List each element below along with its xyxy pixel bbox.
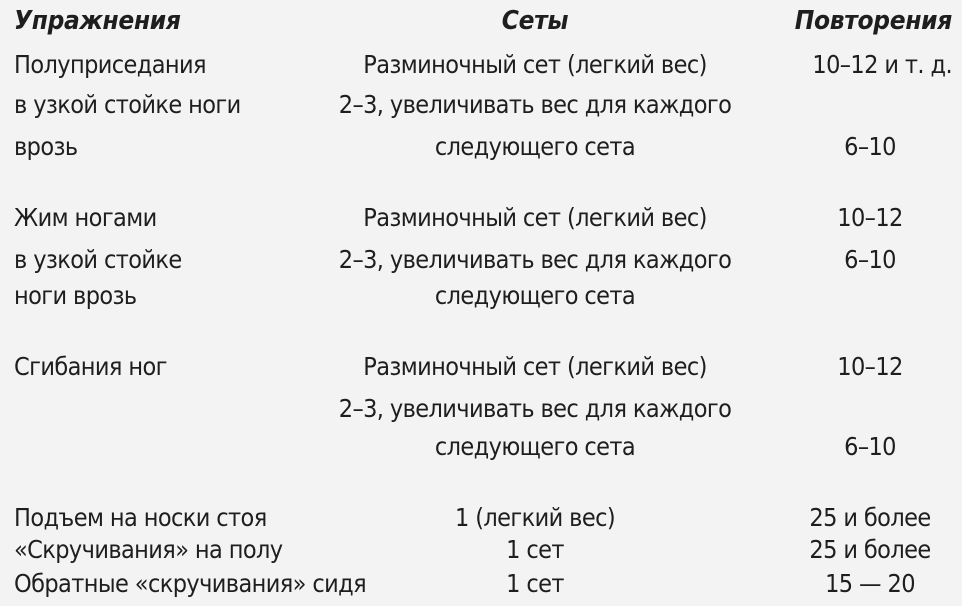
cell-reps: 25 и более	[809, 503, 931, 532]
cell-exercise: врозь	[14, 132, 78, 161]
cell-reps: 6–10	[844, 245, 896, 274]
cell-sets: 1 сет	[506, 569, 564, 598]
cell-reps: 25 и более	[809, 535, 931, 564]
cell-exercise: ноги врозь	[14, 281, 137, 310]
cell-sets: Разминочный сет (легкий вес)	[363, 50, 707, 79]
cell-sets: Разминочный сет (легкий вес)	[363, 203, 707, 232]
cell-reps: 10–12	[837, 203, 903, 232]
cell-exercise: Полуприседания	[14, 50, 206, 79]
cell-reps: 6–10	[844, 132, 896, 161]
cell-reps: 6–10	[844, 432, 896, 461]
cell-exercise: Жим ногами	[14, 203, 157, 232]
cell-exercise: Сгибания ног	[14, 352, 167, 381]
cell-exercise: Подъем на носки стоя	[14, 503, 267, 532]
header-sets: Сеты	[501, 6, 569, 36]
cell-exercise: в узкой стойке ноги	[14, 90, 241, 119]
cell-exercise: в узкой стойке	[14, 245, 182, 274]
cell-sets: 2–3, увеличивать вес для каждого	[338, 90, 732, 119]
cell-reps: 15 — 20	[825, 569, 915, 598]
cell-sets: 1 (легкий вес)	[454, 503, 616, 532]
cell-sets: следующего сета	[434, 281, 636, 310]
cell-reps: 10–12	[837, 352, 903, 381]
cell-reps: 10–12 и т. д.	[812, 50, 952, 79]
cell-sets: 2–3, увеличивать вес для каждого	[338, 245, 732, 274]
cell-sets: следующего сета	[434, 132, 636, 161]
cell-sets: 1 сет	[506, 535, 564, 564]
cell-exercise: Обратные «скручивания» сидя	[14, 569, 367, 598]
cell-exercise: «Скручивания» на полу	[14, 535, 283, 564]
header-reps: Повторения	[794, 6, 952, 36]
cell-sets: 2–3, увеличивать вес для каждого	[338, 394, 732, 423]
header-exercises: Упражнения	[14, 6, 181, 36]
cell-sets: следующего сета	[434, 432, 636, 461]
cell-sets: Разминочный сет (легкий вес)	[363, 352, 707, 381]
